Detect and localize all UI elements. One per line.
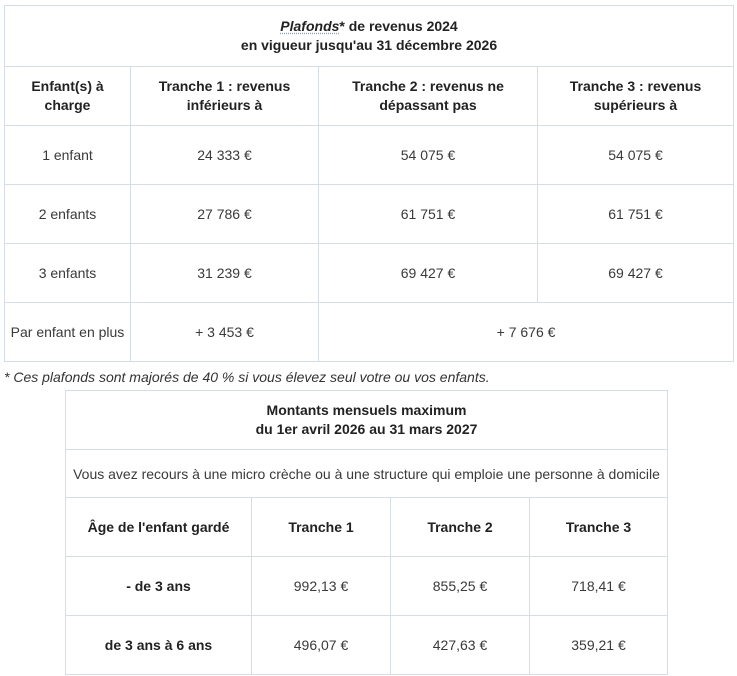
header-row (66, 498, 668, 557)
row-label: de 3 ans à 6 ans (66, 616, 252, 675)
cell-tranche-3: 61 751 € (538, 185, 734, 244)
row-label: 1 enfant (5, 126, 131, 185)
cell-tranche-1: 992,13 € (252, 557, 391, 616)
cell-tranche-1: + 3 453 € (131, 303, 319, 362)
income-ceilings-title (5, 6, 734, 67)
table-row (5, 303, 734, 362)
header-tranche-1: Tranche 1 (252, 498, 391, 557)
table-row (66, 616, 668, 675)
cell-tranche-1: 24 333 € (131, 126, 319, 185)
row-label: 3 enfants (5, 244, 131, 303)
cell-tranche-3: 359,21 € (530, 616, 668, 675)
cell-tranche-2: 54 075 € (319, 126, 538, 185)
row-label: - de 3 ans (66, 557, 252, 616)
title-line2: en vigueur jusqu'au 31 décembre 2026 (240, 37, 498, 53)
income-ceilings-table (4, 5, 734, 362)
header-tranche-1: Tranche 1 : revenus inférieurs à (131, 67, 319, 126)
title-line1: Montants mensuels maximum (266, 402, 467, 418)
header-children: Enfant(s) à charge (5, 67, 131, 126)
title-line1-rest: * de revenus 2024 (339, 18, 458, 34)
row-label: 2 enfants (5, 185, 131, 244)
cell-tranche-1: 31 239 € (131, 244, 319, 303)
footnote: * Ces plafonds sont majorés de 40 % si vous élevez seul votre ou vos enfants. (4, 369, 490, 385)
cell-tranche-3: 718,41 € (530, 557, 668, 616)
header-row (5, 67, 734, 126)
plafonds-term-link[interactable]: Plafonds (280, 18, 340, 34)
table-row (5, 126, 734, 185)
cell-tranche-3: 69 427 € (538, 244, 734, 303)
table-row (66, 557, 668, 616)
row-label: Par enfant en plus (5, 303, 131, 362)
care-type-subtitle: Vous avez recours à une micro crèche ou à une structure qui emploie une personne à domicile (66, 450, 668, 498)
header-child-age: Âge de l'enfant gardé (66, 498, 252, 557)
title-line2: du 1er avril 2026 au 31 mars 2027 (255, 421, 478, 437)
cell-tranche-2: 61 751 € (319, 185, 538, 244)
cell-tranche-3: 54 075 € (538, 126, 734, 185)
cell-tranche-2-3: + 7 676 € (319, 303, 734, 362)
cell-tranche-1: 27 786 € (131, 185, 319, 244)
cell-tranche-2: 427,63 € (391, 616, 530, 675)
header-tranche-3: Tranche 3 (530, 498, 668, 557)
cell-tranche-2: 855,25 € (391, 557, 530, 616)
cell-tranche-2: 69 427 € (319, 244, 538, 303)
monthly-amounts-table (65, 390, 668, 675)
header-tranche-3: Tranche 3 : revenus supérieurs à (538, 67, 734, 126)
table-row (5, 185, 734, 244)
table-row (5, 244, 734, 303)
header-tranche-2: Tranche 2 (391, 498, 530, 557)
cell-tranche-1: 496,07 € (252, 616, 391, 675)
monthly-amounts-title (66, 391, 668, 450)
header-tranche-2: Tranche 2 : revenus ne dépassant pas (319, 67, 538, 126)
